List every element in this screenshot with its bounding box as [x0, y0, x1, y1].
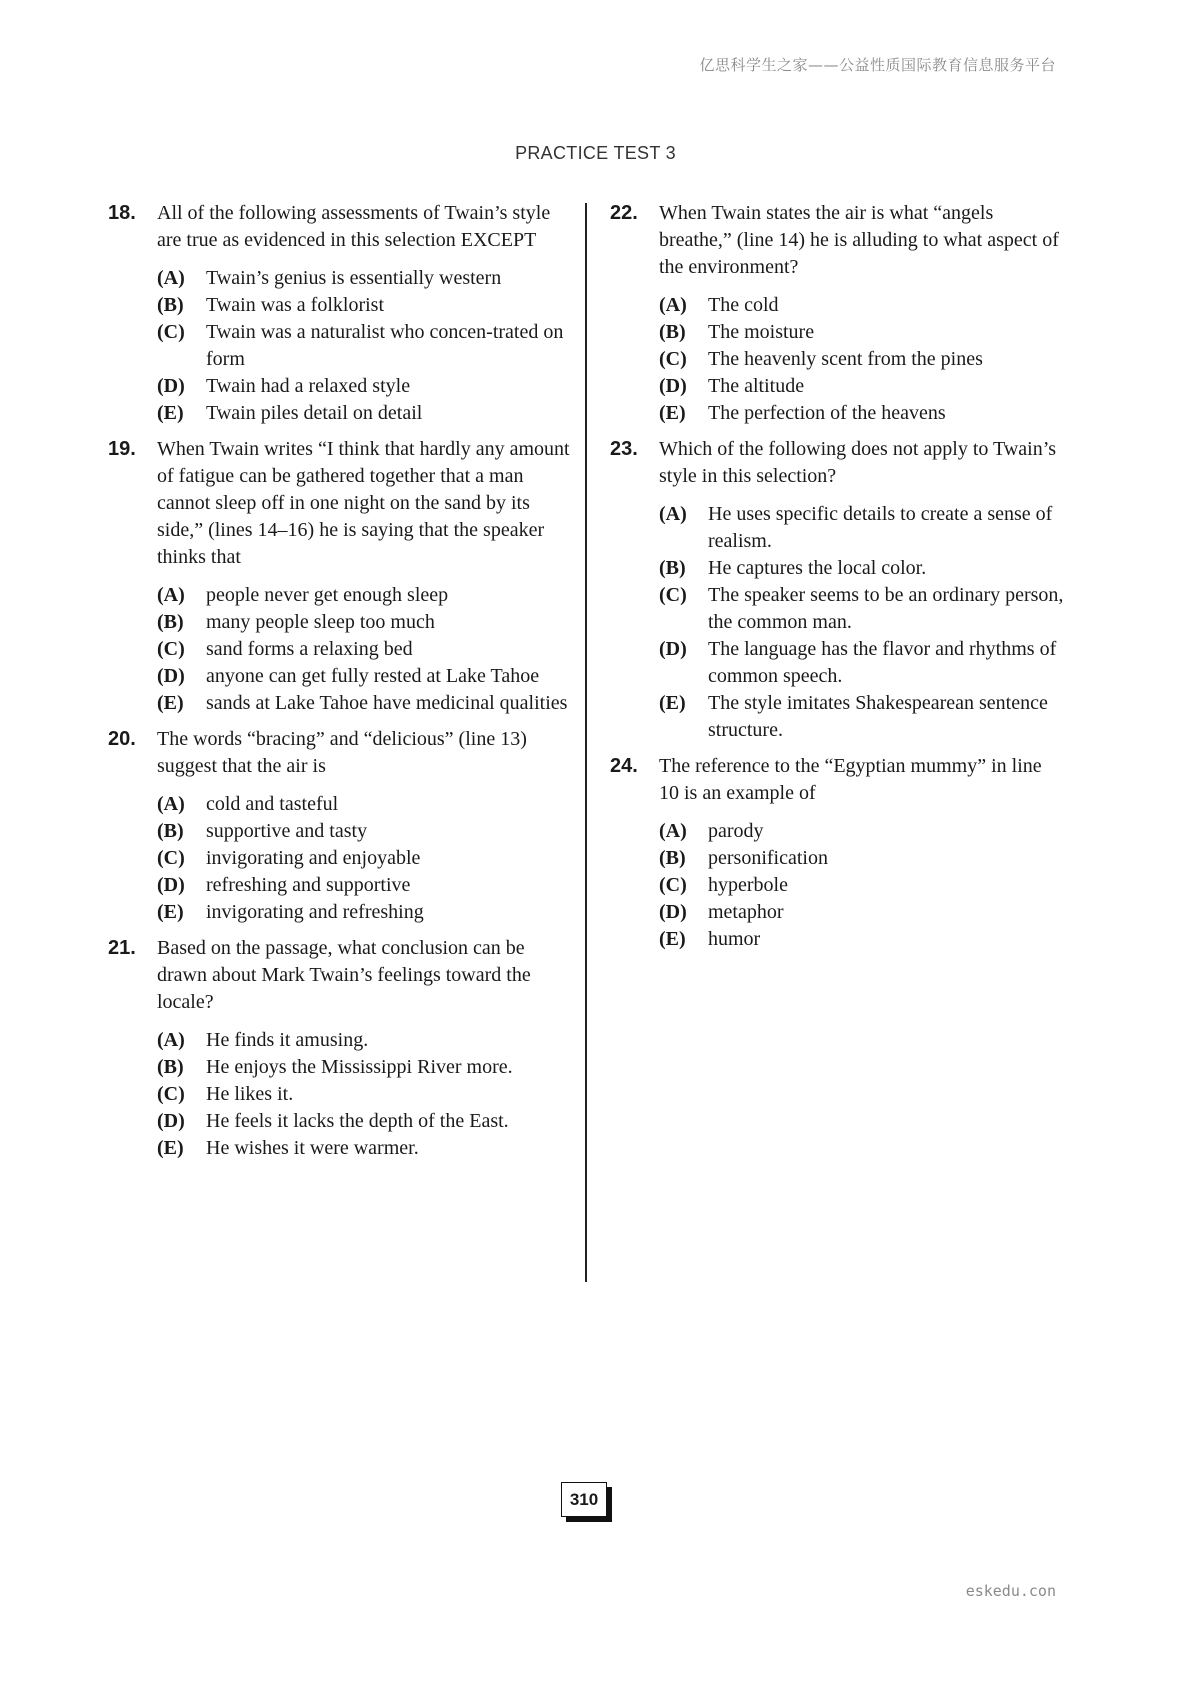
answer-choice[interactable] [157, 373, 570, 400]
question-stem: The words “bracing” and “delicious” (line 13) suggest that the air is [157, 728, 527, 777]
choice-text: Twain was a folklorist [206, 294, 385, 316]
question-stem: Based on the passage, what conclusion can be drawn about Mark Twain’s feelings toward the locale? [157, 937, 531, 1013]
answer-choice[interactable] [157, 1135, 570, 1162]
question-18 [108, 200, 570, 427]
choice-text: He finds it amusing. [206, 1029, 369, 1051]
choice-text: invigorating and refreshing [206, 901, 424, 923]
question-stem: When Twain states the air is what “angels breathe,” (line 14) he is alluding to what aspect of the environment? [659, 202, 1059, 278]
answer-choice[interactable] [157, 1027, 570, 1054]
question-number: 23. [610, 438, 638, 460]
choice-letter: (E) [157, 1137, 184, 1159]
question-19 [108, 436, 570, 717]
answer-choices [157, 791, 570, 926]
choice-text: invigorating and enjoyable [206, 847, 421, 869]
answer-choice[interactable] [157, 292, 570, 319]
choice-letter: (B) [659, 847, 686, 869]
choice-text: sand forms a relaxing bed [206, 638, 413, 660]
choice-letter: (C) [659, 348, 687, 370]
answer-choices [659, 818, 1065, 953]
choice-text: He feels it lacks the depth of the East. [206, 1110, 509, 1132]
answer-choice[interactable] [157, 845, 570, 872]
choice-letter: (D) [157, 375, 185, 397]
answer-choice[interactable] [659, 690, 1065, 744]
question-number: 19. [108, 438, 136, 460]
choice-letter: (E) [659, 402, 686, 424]
choice-letter: (B) [659, 557, 686, 579]
choice-text: He likes it. [206, 1083, 294, 1105]
answer-choice[interactable] [659, 555, 1065, 582]
answer-choice[interactable] [659, 582, 1065, 636]
answer-choice[interactable] [659, 899, 1065, 926]
choice-text: The altitude [708, 375, 805, 397]
site-header: 亿思科学生之家——公益性质国际教育信息服务平台 [699, 56, 1056, 74]
choice-text: personification [708, 847, 828, 869]
choice-letter: (A) [659, 503, 687, 525]
answer-choice[interactable] [157, 1108, 570, 1135]
choice-text: He uses specific details to create a sense of realism. [708, 503, 1053, 552]
choice-letter: (C) [157, 1083, 185, 1105]
right-column [610, 200, 1065, 962]
answer-choice[interactable] [659, 373, 1065, 400]
answer-choice[interactable] [157, 636, 570, 663]
column-divider [585, 203, 587, 1282]
choice-letter: (E) [659, 928, 686, 950]
choice-letter: (B) [659, 321, 686, 343]
answer-choice[interactable] [157, 791, 570, 818]
answer-choice[interactable] [659, 319, 1065, 346]
choice-text: people never get enough sleep [206, 584, 449, 606]
choice-letter: (D) [157, 665, 185, 687]
question-23 [610, 436, 1065, 744]
choice-letter: (A) [659, 294, 687, 316]
choice-letter: (A) [659, 820, 687, 842]
question-stem: The reference to the “Egyptian mummy” in line 10 is an example of [659, 755, 1042, 804]
page-number: 310 [561, 1482, 607, 1517]
choice-text: Twain piles detail on detail [206, 402, 423, 424]
choice-text: many people sleep too much [206, 611, 435, 633]
choice-text: Twain’s genius is essentially western [206, 267, 502, 289]
running-head: PRACTICE TEST 3 [515, 143, 676, 163]
choice-letter: (B) [157, 820, 184, 842]
choice-letter: (A) [157, 267, 185, 289]
choice-text: humor [708, 928, 761, 950]
choice-letter: (D) [659, 375, 687, 397]
answer-choice[interactable] [659, 818, 1065, 845]
answer-choice[interactable] [659, 346, 1065, 373]
choice-letter: (A) [157, 793, 185, 815]
choice-letter: (A) [157, 1029, 185, 1051]
choice-letter: (D) [659, 901, 687, 923]
answer-choice[interactable] [659, 292, 1065, 319]
choice-text: He captures the local color. [708, 557, 927, 579]
question-number: 18. [108, 202, 136, 224]
choice-letter: (D) [659, 638, 687, 660]
choice-letter: (C) [157, 638, 185, 660]
choice-letter: (B) [157, 611, 184, 633]
question-number: 21. [108, 937, 136, 959]
choice-text: parody [708, 820, 764, 842]
choice-letter: (D) [157, 874, 185, 896]
answer-choice[interactable] [659, 926, 1065, 953]
answer-choice[interactable] [157, 609, 570, 636]
answer-choice[interactable] [157, 872, 570, 899]
choice-letter: (C) [659, 584, 687, 606]
question-number: 22. [610, 202, 638, 224]
question-stem: When Twain writes “I think that hardly any amount of fatigue can be gathered together that a man cannot sleep off in one night on the sand by its side,” (lines 14–16) he is saying that the speaker thinks that [157, 438, 570, 568]
choice-letter: (C) [157, 847, 185, 869]
choice-text: refreshing and supportive [206, 874, 411, 896]
choice-text: The style imitates Shakespearean sentence structure. [708, 692, 1048, 741]
question-21 [108, 935, 570, 1162]
answer-choice[interactable] [659, 872, 1065, 899]
choice-text: metaphor [708, 901, 784, 923]
answer-choices [157, 265, 570, 427]
answer-choices [157, 1027, 570, 1162]
choice-text: hyperbole [708, 874, 788, 896]
answer-choice[interactable] [157, 265, 570, 292]
choice-text: The speaker seems to be an ordinary person, the common man. [708, 584, 1064, 633]
choice-letter: (E) [157, 901, 184, 923]
answer-choice[interactable] [157, 582, 570, 609]
choice-text: sands at Lake Tahoe have medicinal qualities [206, 692, 568, 714]
choice-letter: (E) [157, 402, 184, 424]
answer-choice[interactable] [157, 400, 570, 427]
choice-letter: (A) [157, 584, 185, 606]
choice-letter: (B) [157, 294, 184, 316]
answer-choice[interactable] [157, 319, 570, 373]
choice-text: The heavenly scent from the pines [708, 348, 983, 370]
question-number: 20. [108, 728, 136, 750]
choice-letter: (E) [157, 692, 184, 714]
choice-text: cold and tasteful [206, 793, 339, 815]
answer-choices [659, 292, 1065, 427]
answer-choice[interactable] [157, 663, 570, 690]
choice-text: anyone can get fully rested at Lake Tahoe [206, 665, 540, 687]
answer-choice[interactable] [659, 501, 1065, 555]
answer-choice[interactable] [157, 690, 570, 717]
answer-choice[interactable] [659, 636, 1065, 690]
choice-letter: (E) [659, 692, 686, 714]
choice-letter: (B) [157, 1056, 184, 1078]
question-stem: Which of the following does not apply to Twain’s style in this selection? [659, 438, 1057, 487]
choice-letter: (D) [157, 1110, 185, 1132]
answer-choices [157, 582, 570, 717]
choice-text: He wishes it were warmer. [206, 1137, 419, 1159]
choice-text: Twain had a relaxed style [206, 375, 411, 397]
answer-choice[interactable] [157, 1081, 570, 1108]
question-number: 24. [610, 755, 638, 777]
answer-choice[interactable] [157, 818, 570, 845]
answer-choice[interactable] [659, 845, 1065, 872]
choice-text: supportive and tasty [206, 820, 368, 842]
choice-text: The moisture [708, 321, 815, 343]
answer-choice[interactable] [659, 400, 1065, 427]
choice-text: The language has the flavor and rhythms of common speech. [708, 638, 1057, 687]
question-stem: All of the following assessments of Twain’s style are true as evidenced in this selection EXCEPT [157, 202, 551, 251]
answer-choices [659, 501, 1065, 744]
choice-text: The perfection of the heavens [708, 402, 946, 424]
left-column [108, 200, 570, 1171]
question-20 [108, 726, 570, 926]
footer-site-url: eskedu.con [965, 1582, 1056, 1600]
choice-letter: (C) [659, 874, 687, 896]
answer-choice[interactable] [157, 899, 570, 926]
answer-choice[interactable] [157, 1054, 570, 1081]
choice-letter: (C) [157, 321, 185, 343]
question-22 [610, 200, 1065, 427]
question-24 [610, 753, 1065, 953]
choice-text: Twain was a naturalist who concen-trated on form [206, 321, 564, 370]
choice-text: He enjoys the Mississippi River more. [206, 1056, 513, 1078]
choice-text: The cold [708, 294, 779, 316]
